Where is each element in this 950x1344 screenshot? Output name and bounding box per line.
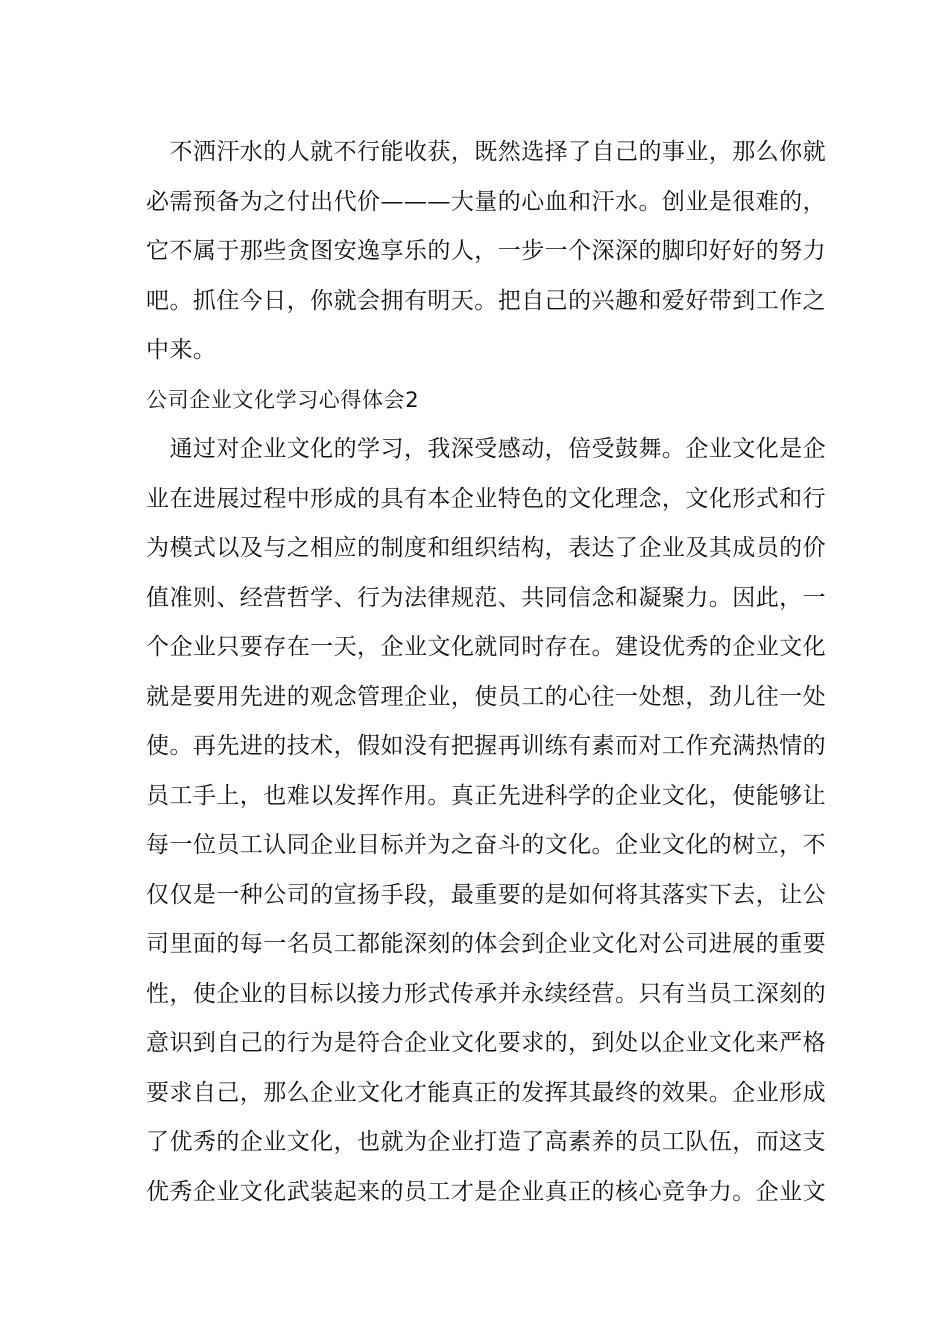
text-line: 使。再先进的技术，假如没有把握再训练有素而对工作充满热情的	[146, 733, 827, 759]
text-line: 员工手上，也难以发挥作用。真正先进科学的企业文化，使能够让	[146, 782, 827, 809]
text-line: 优秀企业文化武装起来的员工才是企业真正的核心竞争力。企业文	[146, 1178, 827, 1205]
text-line: 业在进展过程中形成的具有本企业特色的文化理念，文化形式和行	[146, 485, 827, 512]
text-line: 仅仅是一种公司的宣扬手段，最重要的是如何将其落实下去，让公	[146, 881, 827, 908]
text-line: 不洒汗水的人就不行能收获，既然选择了自己的事业，那么你就	[146, 139, 827, 165]
text-line: 就是要用先进的观念管理企业，使员工的心往一处想，劲儿往一处	[146, 683, 827, 710]
text-line: 它不属于那些贪图安逸享乐的人，一步一个深深的脚印好好的努力	[146, 238, 827, 264]
text-line: 必需预备为之付出代价———大量的心血和汗水。创业是很难的，	[146, 188, 827, 215]
text-line: 每一位员工认同企业目标并为之奋斗的文化。企业文化的树立，不	[146, 832, 827, 858]
text-line: 意识到自己的行为是符合企业文化要求的，到处以企业文化来严格	[146, 1030, 827, 1056]
text-line: 值准则、经营哲学、行为法律规范、共同信念和凝聚力。因此，一	[146, 584, 827, 611]
text-line: 性，使企业的目标以接力形式传承并永续经营。只有当员工深刻的	[146, 980, 827, 1007]
text-line: 中来。	[146, 337, 217, 363]
text-line: 吧。抓住今日，你就会拥有明天。把自己的兴趣和爱好带到工作之	[146, 287, 827, 314]
text-line: 司里面的每一名员工都能深刻的体会到企业文化对公司进展的重要	[146, 931, 827, 957]
paragraph-1	[146, 128, 827, 376]
text-line: 了优秀的企业文化，也就为企业打造了高素养的员工队伍，而这支	[146, 1129, 827, 1155]
paragraph-2	[146, 425, 827, 1217]
text-line: 通过对企业文化的学习，我深受感动，倍受鼓舞。企业文化是企	[146, 436, 827, 462]
document-body	[146, 128, 827, 1217]
text-line: 个企业只要存在一天，企业文化就同时存在。建设优秀的企业文化	[146, 634, 827, 660]
section-heading: 公司企业文化学习心得体会2	[146, 387, 420, 412]
text-line: 要求自己，那么企业文化才能真正的发挥其最终的效果。企业形成	[146, 1079, 827, 1106]
text-line: 为模式以及与之相应的制度和组织结构，表达了企业及其成员的价	[146, 535, 827, 561]
